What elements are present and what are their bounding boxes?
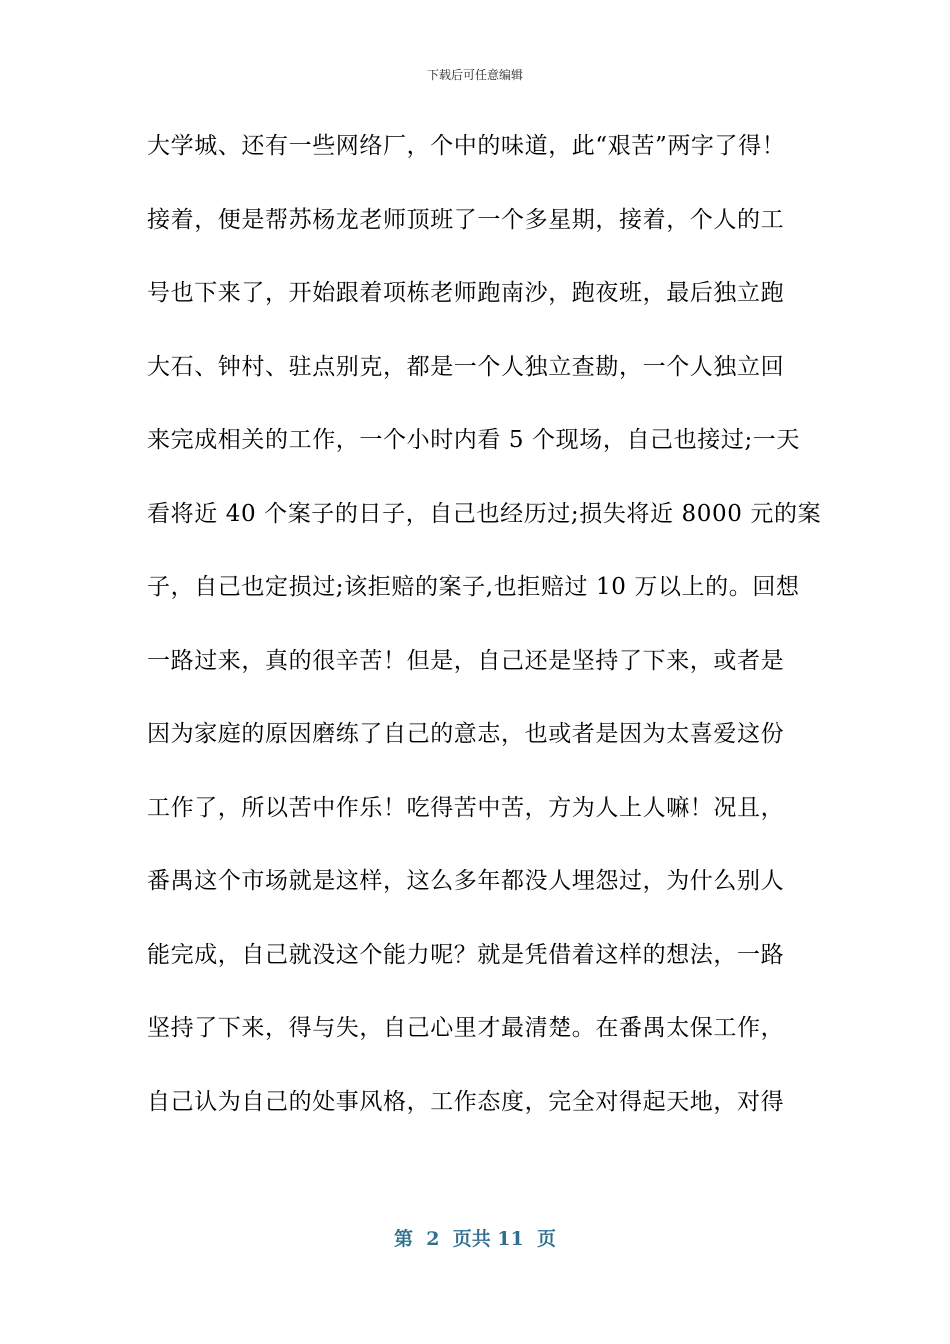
page-number: 第 2 页共 11 页 (394, 1228, 556, 1250)
text-line: 坚持了下来，得与失，自己心里才最清楚。在番禺太保工作， (147, 1015, 785, 1041)
text-line: 自己认为自己的处事风格，工作态度，完全对得起天地，对得 (147, 1088, 785, 1115)
text-line: 大石、钟村、驻点别克，都是一个人独立查勘，一个人独立回 (147, 353, 785, 380)
text-line: 号也下来了，开始跟着项栋老师跑南沙，跑夜班，最后独立跑 (147, 280, 785, 306)
text-line: 看将近 40 个案子的日子，自己也经历过;损失将近 8000 元的案 (147, 500, 822, 527)
text-line: 子，自己也定损过;该拒赔的案子,也拒赔过 10 万以上的。回想 (147, 574, 800, 600)
text-line: 因为家庭的原因磨练了自己的意志，也或者是因为太喜爱这份 (147, 721, 785, 747)
text-line: 大学城、还有一些网络厂，个中的味道，此“艰苦”两字了得！ (147, 133, 786, 159)
text-line: 一路过来，真的很辛苦！但是，自己还是坚持了下来，或者是 (147, 647, 785, 674)
text-line: 接着，便是帮苏杨龙老师顶班了一个多星期，接着，个人的工 (147, 206, 785, 233)
text-line: 工作了，所以苦中作乐！吃得苦中苦，方为人上人嘛！况且， (147, 794, 785, 821)
body-text (147, 123, 827, 1152)
text-line: 能完成，自己就没这个能力呢？就是凭借着这样的想法，一路 (147, 941, 785, 968)
text-line: 来完成相关的工作，一个小时内看 5 个现场，自己也接过;一天 (147, 427, 801, 453)
page-header: 下载后可任意编辑 (426, 68, 523, 82)
text-line: 番禺这个市场就是这样，这么多年都没人埋怨过，为什么别人 (147, 868, 785, 894)
